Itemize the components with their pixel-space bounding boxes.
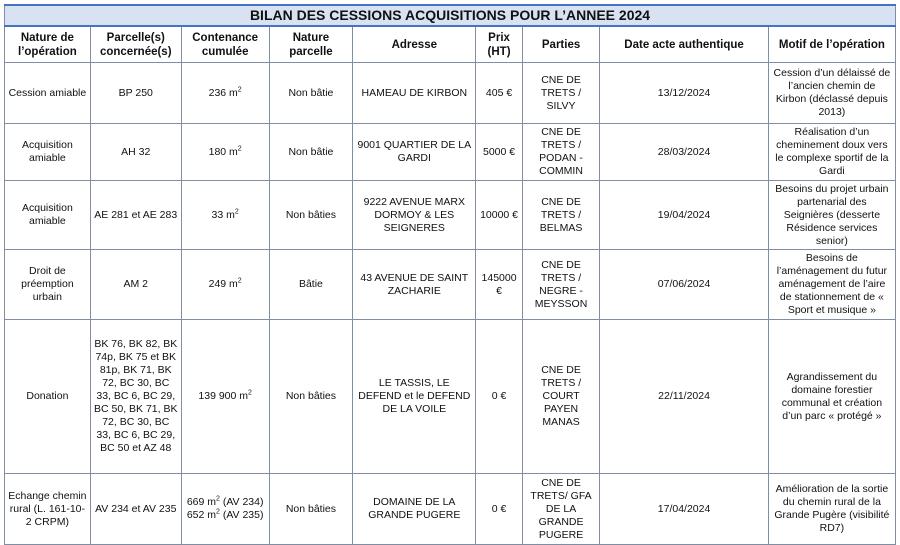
table-row — [5, 124, 896, 181]
contenance-line-b — [185, 509, 266, 522]
table-title: BILAN DES CESSIONS ACQUISITIONS POUR L’ANNEE 2024 — [5, 5, 896, 26]
cell-nature-parcelle: Non bâtie — [269, 63, 353, 124]
cell-parties: CNE DE TRETS / SILVY — [522, 63, 600, 124]
cell-date-acte: 19/04/2024 — [600, 181, 768, 250]
contenance-value: 139 900 m — [198, 390, 249, 402]
cell-contenance — [181, 63, 269, 124]
contenance-unit-exponent: 2 — [237, 86, 242, 93]
contenance-value: 652 m — [186, 509, 216, 521]
cell-date-acte: 17/04/2024 — [600, 474, 768, 545]
cell-prix: 0 € — [476, 474, 523, 545]
cell-parcelles: BK 76, BK 82, BK 74p, BK 75 et BK 81p, BK 71, BK 72, BC 30, BC 33, BC 6, BC 29, BC 50, BK 71, BK 72, BC 30, BC 33, BC 6, BC 29, BC 50 et AZ 48 — [90, 320, 181, 474]
contenance-value: 236 m — [208, 86, 238, 99]
col-header-parties: Parties — [522, 26, 600, 63]
col-header-adresse: Adresse — [353, 26, 476, 63]
cell-parcelles: AM 2 — [90, 250, 181, 320]
cell-adresse: 9222 AVENUE MARX DORMOY & LES SEIGNERES — [353, 181, 476, 250]
cell-motif: Agrandissement du domaine forestier communal et création d’un parc « protégé » — [768, 320, 895, 474]
cell-parties: CNE DE TRETS / PODAN - COMMIN — [522, 124, 600, 181]
cell-parties: CNE DE TRETS/ GFA DE LA GRANDE PUGERE — [522, 474, 600, 545]
contenance-unit-exponent: 2 — [216, 495, 220, 503]
header-row — [5, 26, 896, 63]
col-header-motif: Motif de l’opération — [768, 26, 895, 63]
cell-nature-operation: Droit de préemption urbain — [5, 250, 91, 320]
cell-contenance — [181, 250, 269, 320]
col-header-parcelles: Parcelle(s) concernée(s) — [90, 26, 181, 63]
table-row — [5, 181, 896, 250]
contenance-parcel-ref: (AV 235) — [219, 509, 264, 521]
cell-prix: 405 € — [476, 63, 523, 124]
cell-prix: 5000 € — [476, 124, 523, 181]
cell-adresse: 9001 QUARTIER DE LA GARDI — [353, 124, 476, 181]
table-row — [5, 474, 896, 545]
cell-prix: 145000 € — [476, 250, 523, 320]
cell-parties: CNE DE TRETS / BELMAS — [522, 181, 600, 250]
cell-date-acte: 28/03/2024 — [600, 124, 768, 181]
cell-nature-operation: Donation — [5, 320, 91, 474]
contenance-unit-exponent: 2 — [237, 277, 242, 285]
cell-motif: Réalisation d’un cheminement doux vers le complexe sportif de la Gardi — [768, 124, 895, 181]
cell-motif: Besoins du projet urbain partenarial des Seignières (desserte Résidence services senior) — [768, 181, 895, 250]
col-header-date-acte: Date acte authentique — [600, 26, 768, 63]
contenance-unit-exponent: 2 — [216, 508, 220, 516]
cessions-table-wrapper — [4, 4, 896, 545]
cell-contenance — [181, 320, 269, 474]
cell-parcelles: AV 234 et AV 235 — [90, 474, 181, 545]
cell-adresse: DOMAINE DE LA GRANDE PUGERE — [353, 474, 476, 545]
cell-nature-operation: Acquisition amiable — [5, 124, 91, 181]
cell-nature-parcelle: Non bâties — [269, 320, 353, 474]
contenance-unit-exponent: 2 — [234, 208, 239, 215]
cell-nature-operation: Cession amiable — [5, 63, 91, 124]
col-header-contenance: Contenance cumulée — [181, 26, 269, 63]
cell-parcelles: AH 32 — [90, 124, 181, 181]
cell-contenance — [181, 474, 269, 545]
cessions-acquisitions-table — [4, 4, 896, 545]
cell-parcelles: BP 250 — [90, 63, 181, 124]
col-header-nature-parcelle: Nature parcelle — [269, 26, 353, 63]
contenance-value: 33 m — [211, 208, 235, 221]
cell-date-acte: 07/06/2024 — [600, 250, 768, 320]
cell-prix: 10000 € — [476, 181, 523, 250]
cell-date-acte: 22/11/2024 — [600, 320, 768, 474]
table-row — [5, 250, 896, 320]
col-header-prix: Prix (HT) — [476, 26, 523, 63]
cell-adresse: LE TASSIS, LE DEFEND et le DEFEND DE LA VOILE — [353, 320, 476, 474]
cell-prix: 0 € — [476, 320, 523, 474]
cell-nature-operation: Echange chemin rural (L. 161-10-2 CRPM) — [5, 474, 91, 545]
col-header-nature-operation: Nature de l’opération — [5, 26, 91, 63]
contenance-value: 249 m — [208, 278, 238, 290]
cell-parcelles: AE 281 et AE 283 — [90, 181, 181, 250]
cell-adresse: HAMEAU DE KIRBON — [353, 63, 476, 124]
cell-nature-parcelle: Non bâties — [269, 181, 353, 250]
cell-nature-parcelle: Bâtie — [269, 250, 353, 320]
cell-parties: CNE DE TRETS / COURT PAYEN MANAS — [522, 320, 600, 474]
cell-date-acte: 13/12/2024 — [600, 63, 768, 124]
contenance-value: 180 m — [208, 145, 238, 158]
cell-nature-parcelle: Non bâties — [269, 474, 353, 545]
cell-parties: CNE DE TRETS / NEGRE - MEYSSON — [522, 250, 600, 320]
table-row — [5, 63, 896, 124]
cell-contenance — [181, 181, 269, 250]
cell-motif: Amélioration de la sortie du chemin rural de la Grande Pugère (visibilité RD7) — [768, 474, 895, 545]
contenance-unit-exponent: 2 — [248, 389, 252, 397]
contenance-parcel-ref: (AV 234) — [219, 496, 264, 508]
cell-contenance — [181, 124, 269, 181]
title-row — [5, 5, 896, 26]
cell-nature-operation: Acquisition amiable — [5, 181, 91, 250]
cell-motif: Cession d’un délaissé de l’ancien chemin de Kirbon (déclassé depuis 2013) — [768, 63, 895, 124]
contenance-unit-exponent: 2 — [237, 145, 242, 152]
table-row — [5, 320, 896, 474]
cell-nature-parcelle: Non bâtie — [269, 124, 353, 181]
cell-motif: Besoins de l’aménagement du futur aménagement de l’aire de stationnement de « Sport et musique » — [768, 250, 895, 320]
contenance-value: 669 m — [186, 496, 216, 508]
cell-adresse: 43 AVENUE DE SAINT ZACHARIE — [353, 250, 476, 320]
contenance-line-a — [185, 496, 266, 509]
